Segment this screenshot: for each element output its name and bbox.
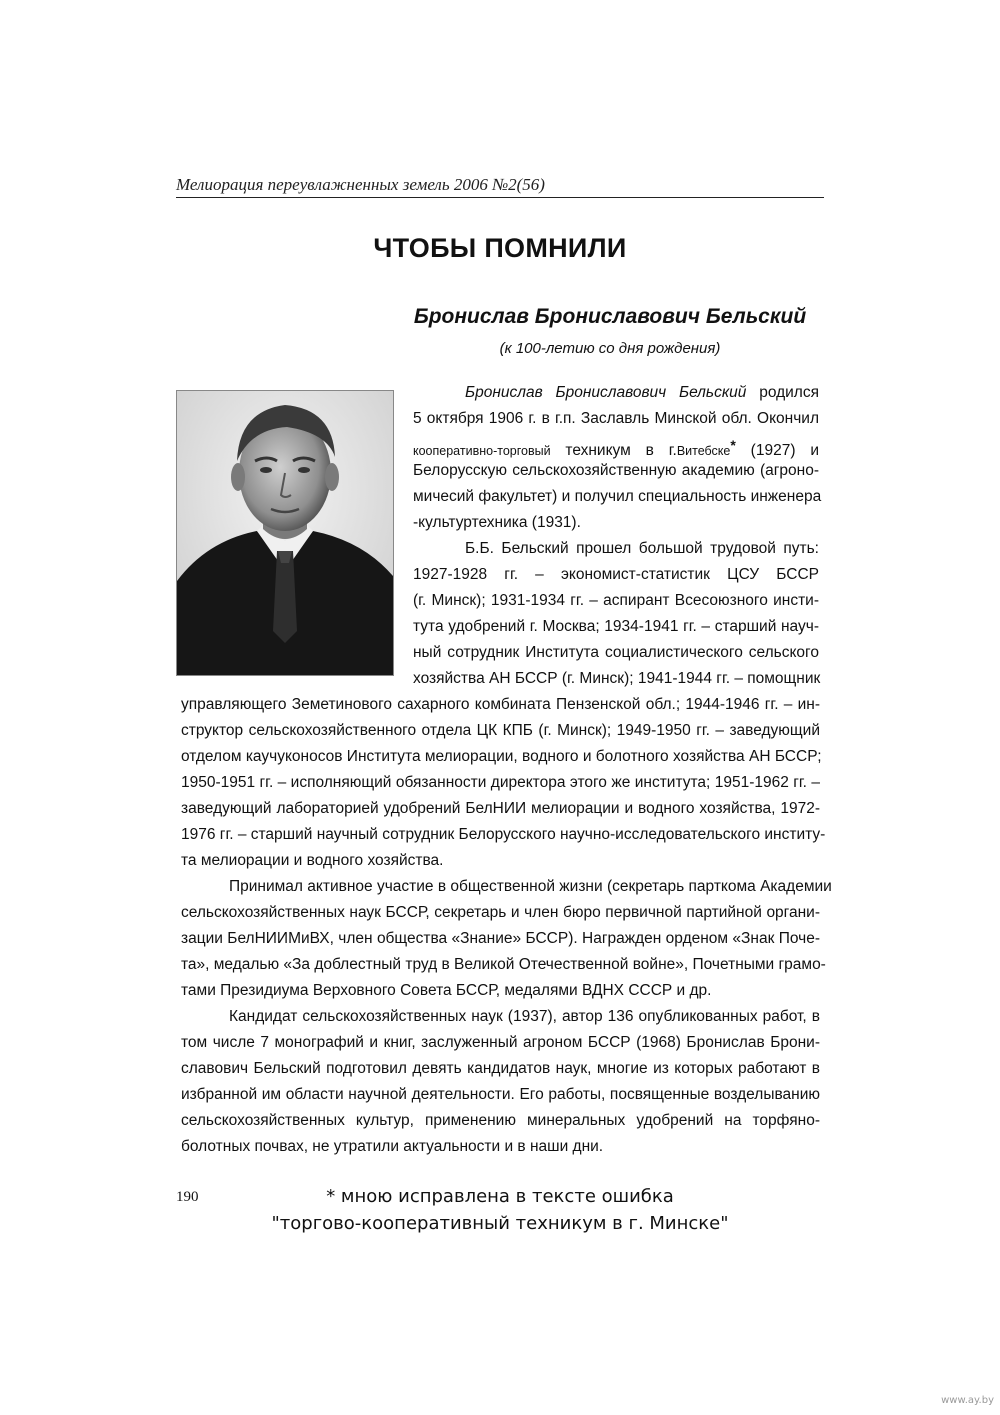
text-line: том числе 7 монографий и книг, заслуженный агроном БССР (1968) Бронислав Брони-: [181, 1034, 820, 1051]
article-title: ЧТОБЫ ПОМНИЛИ: [373, 233, 627, 263]
footnote-asterisk: *: [730, 437, 736, 453]
text-line: зации БелНИИМиВХ, член общества «Знание» БССР). Награжден орденом «Знак Поче-: [181, 930, 820, 947]
text-line: тута удобрений г. Москва; 1934-1941 гг. – старший науч-: [413, 618, 819, 635]
text-line: та», медалью «За доблестный труд в Великой Отечественной войне», Почетными грамо-: [181, 956, 826, 973]
text-fragment: кооперативно-торговый: [413, 444, 551, 458]
text-line: [413, 432, 819, 458]
text-fragment: Витебске: [676, 444, 731, 458]
text-line: управляющего Земетинового сахарного комбината Пензенской обл.; 1944-1946 гг. – ин-: [181, 696, 820, 713]
text-line: 1927-1928 гг. – экономист-статистик ЦСУ БССР: [413, 566, 819, 583]
text-line: -культуртехника (1931).: [413, 514, 581, 531]
text-fragment: (1927) и: [750, 442, 819, 459]
text-line: 1976 гг. – старший научный сотрудник Белорусского научно-исследовательского институ-: [181, 826, 826, 843]
text-line: отделом каучуконосов Института мелиорации, водного и болотного хозяйства АН БССР;: [181, 748, 822, 765]
portrait-image: [177, 391, 393, 675]
text-fragment: техникум в г.: [565, 442, 677, 459]
text-line: Белорусскую сельскохозяйственную академию (агроно-: [413, 462, 819, 479]
text-line: сельскохозяйственных наук БССР, секретарь и член бюро первичной партийной органи-: [181, 904, 820, 921]
text-line: (г. Минск); 1931-1934 гг. – аспирант Всесоюзного инсти-: [413, 592, 819, 609]
text-line: хозяйства АН БССР (г. Минск); 1941-1944 гг. – помощник: [413, 670, 821, 687]
text-line: [413, 380, 819, 406]
text-line: Б.Б. Бельский прошел большой трудовой путь:: [465, 540, 819, 557]
text-line: Кандидат сельскохозяйственных наук (1937), автор 136 опубликованных работ, в: [229, 1008, 820, 1025]
page-number: 190: [176, 1189, 199, 1205]
portrait-photo: [176, 390, 394, 676]
occasion-subtitle: (к 100-летию со дня рождения): [499, 340, 721, 357]
text-line: ный сотрудник Института социалистического сельского: [413, 644, 819, 661]
text-line: та мелиорации и водного хозяйства.: [181, 852, 444, 869]
person-name-inline: Бронислав Брониславович Бельский: [465, 384, 747, 401]
text-fragment: родился: [759, 384, 819, 401]
text-line: структор сельскохозяйственного отдела ЦК КПБ (г. Минск); 1949-1950 гг. – заведующий: [181, 722, 820, 739]
text-line: славович Бельский подготовил девять кандидатов наук, многие из которых работают в: [181, 1060, 820, 1077]
text-line: заведующий лабораторией удобрений БелНИИ мелиорации и водного хозяйства, 1972-: [181, 800, 820, 817]
journal-header: Мелиорация переувлажненных земель 2006 №2(56): [176, 175, 545, 194]
text-line: сельскохозяйственных культур, применению минеральных удобрений на торфяно-: [181, 1112, 820, 1129]
text-line: болотных почвах, не утратили актуальности и в наши дни.: [181, 1138, 604, 1155]
watermark: www.ay.by: [941, 1395, 994, 1406]
text-line: мичесий факультет) и получил специальность инженера: [413, 488, 822, 505]
header-rule: [176, 197, 824, 198]
text-line: 1950-1951 гг. – исполняющий обязанности директора этого же института; 1951-1962 гг. –: [181, 774, 820, 791]
person-name: Бронислав Брониславович Бельский: [413, 305, 807, 328]
text-line: Принимал активное участие в общественной жизни (секретарь парткома Академии: [229, 878, 832, 895]
footnote-line-2: "торгово-кооперативный техникум в г. Минске": [271, 1213, 729, 1234]
text-line: 5 октября 1906 г. в г.п. Заславль Минской обл. Окончил: [413, 410, 819, 427]
footnote-line-1: * мною исправлена в тексте ошибка: [326, 1186, 674, 1207]
text-line: избранной им области научной деятельности. Его работы, посвященные возделыванию: [181, 1086, 820, 1103]
text-line: тами Президиума Верховного Совета БССР, медалями ВДНХ СССР и др.: [181, 982, 712, 999]
